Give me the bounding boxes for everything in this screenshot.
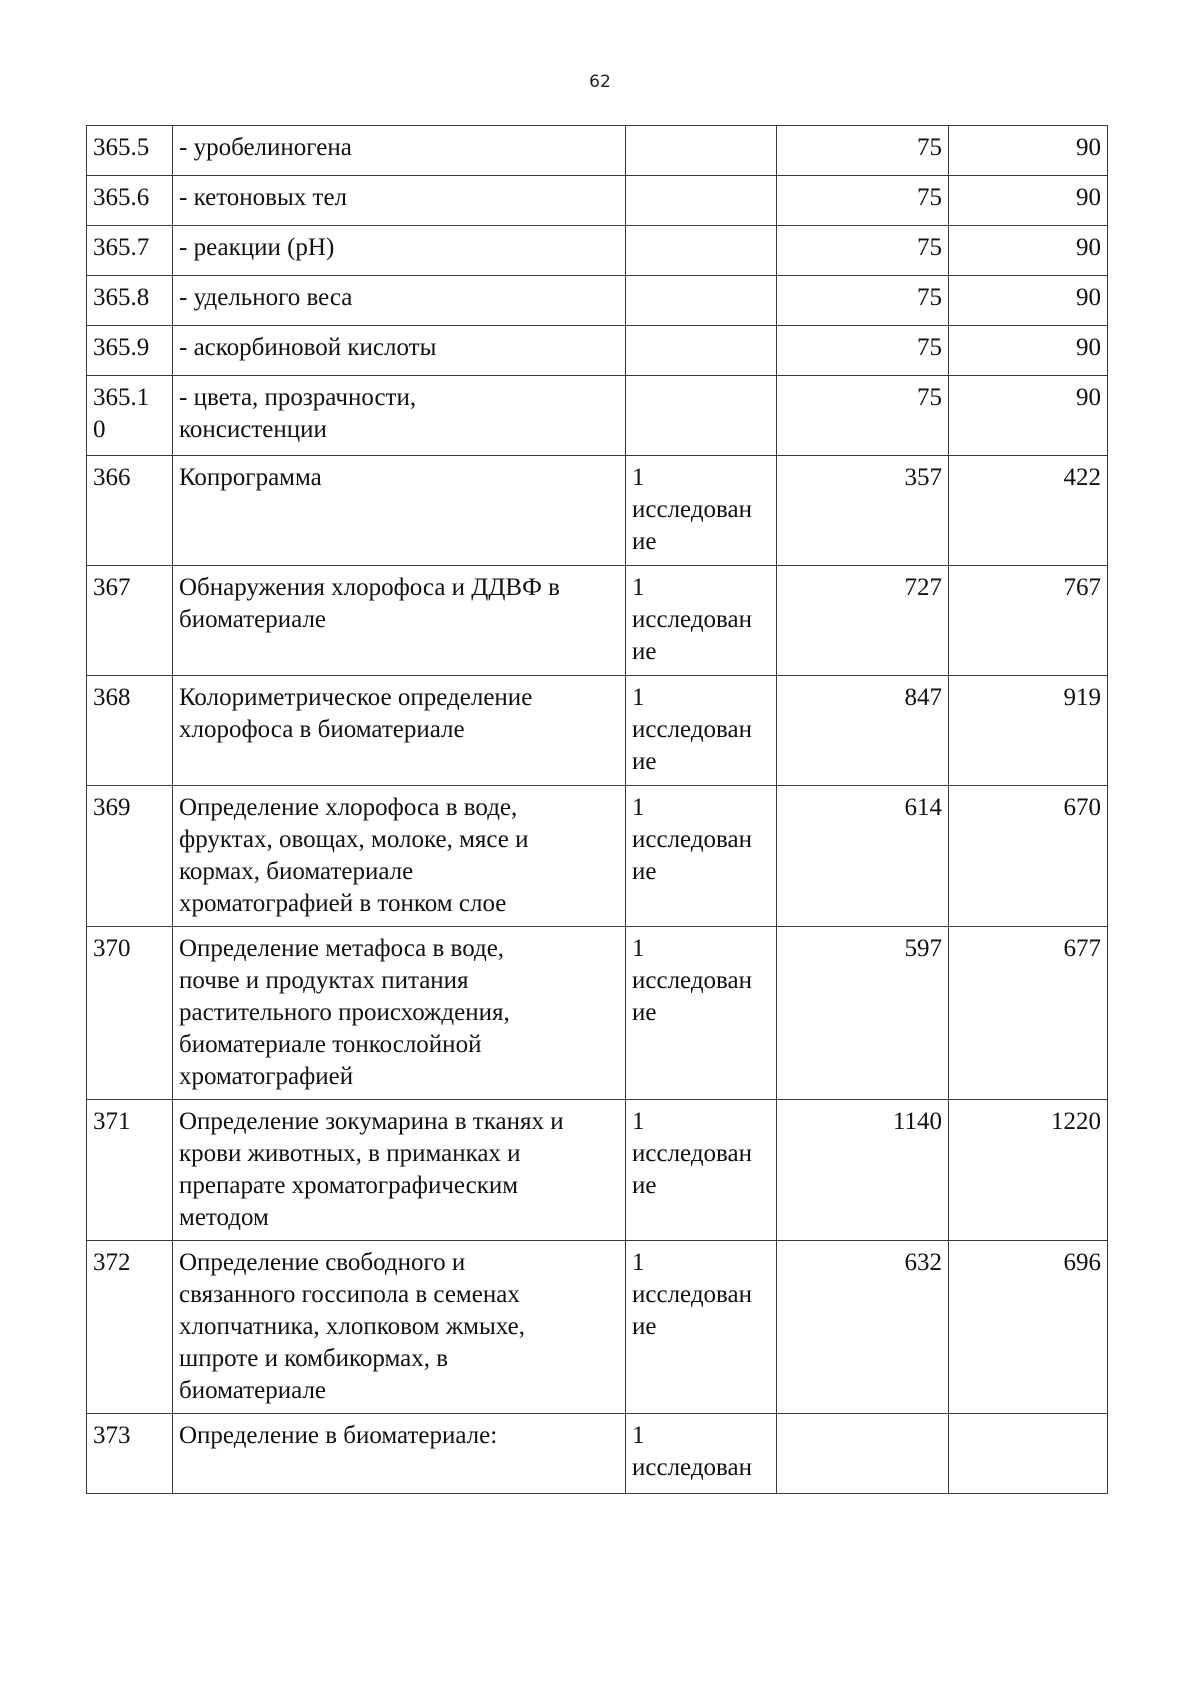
table-body	[87, 126, 1108, 1494]
row-number-cell	[87, 126, 173, 176]
price-cell-2-value: 677	[1063, 935, 1101, 962]
price-table	[86, 125, 1108, 1494]
price-cell-2	[949, 226, 1108, 276]
price-cell-1	[777, 676, 949, 786]
unit-cell	[626, 376, 777, 456]
price-cell-1	[777, 927, 949, 1100]
table-row	[87, 456, 1108, 566]
service-description-cell-line: - уробелиногена	[179, 134, 352, 161]
unit-cell	[626, 176, 777, 226]
service-description-cell-line: Копрограмма	[179, 464, 322, 491]
service-description-cell-line: почве и продуктах питания	[179, 967, 469, 994]
unit-cell-line: 1	[632, 1108, 645, 1135]
price-cell-1	[777, 456, 949, 566]
service-description-cell	[173, 276, 626, 326]
service-description-cell-line: - цвета, прозрачности,	[179, 384, 417, 411]
price-cell-1	[777, 326, 949, 376]
row-number-cell	[87, 326, 173, 376]
price-cell-2	[949, 1414, 1108, 1494]
service-description-cell	[173, 126, 626, 176]
row-number-cell	[87, 566, 173, 676]
unit-cell-line: 1	[632, 574, 645, 601]
unit-cell	[626, 1241, 777, 1414]
unit-cell	[626, 456, 777, 566]
row-number-cell-line: 372	[93, 1249, 131, 1276]
unit-cell	[626, 786, 777, 927]
service-description-cell-line: Колориметрическое определение	[179, 684, 533, 711]
service-description-cell-line: Определение хлорофоса в воде,	[179, 794, 518, 821]
service-description-cell	[173, 1100, 626, 1241]
unit-cell-line: ие	[632, 1313, 657, 1340]
unit-cell-line: 1	[632, 684, 645, 711]
unit-cell-line: ие	[632, 858, 657, 885]
row-number-cell	[87, 376, 173, 456]
row-number-cell-line: 371	[93, 1108, 131, 1135]
service-description-cell-line: хроматографией в тонком слое	[179, 890, 507, 917]
unit-cell-line: 1	[632, 794, 645, 821]
unit-cell	[626, 226, 777, 276]
service-description-cell	[173, 176, 626, 226]
row-number-cell-line: 370	[93, 935, 131, 962]
price-cell-1-value: 727	[904, 574, 942, 601]
price-cell-1-value: 75	[917, 334, 942, 361]
price-cell-2	[949, 276, 1108, 326]
unit-cell-line: ие	[632, 748, 657, 775]
service-description-cell-line: хроматографией	[179, 1063, 354, 1090]
row-number-cell-line: 365.1	[93, 384, 150, 411]
price-cell-2	[949, 126, 1108, 176]
price-cell-2-value: 767	[1063, 574, 1101, 601]
price-cell-1	[777, 1414, 949, 1494]
service-description-cell	[173, 927, 626, 1100]
price-cell-1-value: 357	[904, 464, 942, 491]
service-description-cell	[173, 376, 626, 456]
price-cell-2-value: 919	[1063, 684, 1101, 711]
row-number-cell	[87, 1100, 173, 1241]
row-number-cell-line: 373	[93, 1422, 131, 1449]
unit-cell-line: ие	[632, 638, 657, 665]
price-cell-2	[949, 176, 1108, 226]
table-row	[87, 276, 1108, 326]
price-cell-1	[777, 1100, 949, 1241]
price-cell-2-value: 670	[1063, 794, 1101, 821]
unit-cell	[626, 126, 777, 176]
price-cell-2	[949, 786, 1108, 927]
row-number-cell-line: 365.7	[93, 234, 150, 261]
price-cell-1	[777, 1241, 949, 1414]
table-row	[87, 927, 1108, 1100]
table-row	[87, 326, 1108, 376]
price-cell-1-value: 614	[904, 794, 942, 821]
unit-cell-line: 1	[632, 935, 645, 962]
price-cell-1	[777, 786, 949, 927]
price-cell-2	[949, 326, 1108, 376]
service-description-cell-line: консистенции	[179, 416, 327, 443]
service-description-cell-line: Определение свободного и	[179, 1249, 466, 1276]
price-cell-2-value: 696	[1063, 1249, 1101, 1276]
price-cell-1	[777, 376, 949, 456]
table-row	[87, 376, 1108, 456]
unit-cell-line: исследован	[632, 967, 752, 994]
service-description-cell	[173, 786, 626, 927]
price-cell-1	[777, 276, 949, 326]
unit-cell	[626, 927, 777, 1100]
row-number-cell	[87, 176, 173, 226]
row-number-cell-line: 369	[93, 794, 131, 821]
price-cell-2	[949, 1241, 1108, 1414]
unit-cell-line: исследован	[632, 606, 752, 633]
service-description-cell-line: кормах, биоматериале	[179, 858, 414, 885]
row-number-cell	[87, 226, 173, 276]
unit-cell-line: 1	[632, 464, 645, 491]
service-description-cell-line: Определение метафоса в воде,	[179, 935, 505, 962]
price-cell-1-value: 847	[904, 684, 942, 711]
row-number-cell-line: 368	[93, 684, 131, 711]
unit-cell-line: 1	[632, 1422, 645, 1449]
unit-cell-line: исследован	[632, 1140, 752, 1167]
table-row	[87, 126, 1108, 176]
unit-cell-line: ие	[632, 999, 657, 1026]
unit-cell	[626, 676, 777, 786]
unit-cell-line: исследован	[632, 1454, 752, 1481]
price-cell-2	[949, 1100, 1108, 1241]
price-cell-1-value: 75	[917, 134, 942, 161]
row-number-cell	[87, 927, 173, 1100]
service-description-cell-line: - удельного веса	[179, 284, 353, 311]
service-description-cell	[173, 676, 626, 786]
price-cell-1-value: 1140	[892, 1108, 942, 1135]
price-cell-1-value: 632	[904, 1249, 942, 1276]
unit-cell	[626, 566, 777, 676]
service-description-cell-line: крови животных, в приманках и	[179, 1140, 521, 1167]
row-number-cell-line: 0	[93, 416, 106, 443]
table-row	[87, 1241, 1108, 1414]
service-description-cell-line: шпроте и комбикормах, в	[179, 1345, 449, 1372]
service-description-cell-line: Определение зокумарина в тканях и	[179, 1108, 564, 1135]
table-row	[87, 1414, 1108, 1494]
price-cell-2	[949, 376, 1108, 456]
price-cell-2-value: 90	[1076, 134, 1101, 161]
price-cell-2	[949, 456, 1108, 566]
unit-cell	[626, 1414, 777, 1494]
service-description-cell-line: методом	[179, 1204, 269, 1231]
service-description-cell	[173, 1414, 626, 1494]
service-description-cell	[173, 566, 626, 676]
row-number-cell	[87, 1414, 173, 1494]
page-number: 62	[589, 72, 611, 92]
row-number-cell-line: 365.8	[93, 284, 150, 311]
price-cell-2-value: 90	[1076, 334, 1101, 361]
table-row	[87, 676, 1108, 786]
service-description-cell	[173, 456, 626, 566]
service-description-cell	[173, 326, 626, 376]
price-cell-2-value: 90	[1076, 384, 1101, 411]
price-cell-1-value: 75	[917, 234, 942, 261]
price-cell-1	[777, 176, 949, 226]
service-description-cell-line: Определение в биоматериале:	[179, 1422, 498, 1449]
unit-cell-line: исследован	[632, 716, 752, 743]
unit-cell-line: исследован	[632, 1281, 752, 1308]
price-cell-2-value: 90	[1076, 284, 1101, 311]
price-cell-2-value: 90	[1076, 234, 1101, 261]
service-description-cell-line: биоматериале	[179, 606, 327, 633]
service-description-cell	[173, 1241, 626, 1414]
price-cell-2	[949, 927, 1108, 1100]
row-number-cell	[87, 456, 173, 566]
row-number-cell	[87, 786, 173, 927]
unit-cell-line: ие	[632, 528, 657, 555]
row-number-cell-line: 365.6	[93, 184, 150, 211]
unit-cell	[626, 326, 777, 376]
unit-cell-line: 1	[632, 1249, 645, 1276]
price-cell-1	[777, 226, 949, 276]
price-cell-1	[777, 566, 949, 676]
price-cell-1-value: 597	[904, 935, 942, 962]
price-cell-1-value: 75	[917, 184, 942, 211]
service-description-cell-line: Обнаружения хлорофоса и ДДВФ в	[179, 574, 560, 601]
service-description-cell-line: биоматериале тонкослойной	[179, 1031, 482, 1058]
service-description-cell-line: - реакции (pH)	[179, 234, 335, 261]
price-cell-2-value: 1220	[1051, 1108, 1101, 1135]
price-cell-1-value: 75	[917, 384, 942, 411]
unit-cell-line: исследован	[632, 826, 752, 853]
service-description-cell-line: препарате хроматографическим	[179, 1172, 519, 1199]
price-cell-2-value: 90	[1076, 184, 1101, 211]
service-description-cell	[173, 226, 626, 276]
unit-cell	[626, 1100, 777, 1241]
price-cell-1-value: 75	[917, 284, 942, 311]
price-cell-1	[777, 126, 949, 176]
row-number-cell	[87, 276, 173, 326]
price-cell-2	[949, 676, 1108, 786]
row-number-cell	[87, 676, 173, 786]
price-cell-2-value: 422	[1063, 464, 1101, 491]
unit-cell-line: исследован	[632, 496, 752, 523]
table-row	[87, 176, 1108, 226]
price-cell-2	[949, 566, 1108, 676]
service-description-cell-line: связанного госсипола в семенах	[179, 1281, 520, 1308]
service-description-cell-line: - аскорбиновой кислоты	[179, 334, 437, 361]
unit-cell	[626, 276, 777, 326]
service-description-cell-line: - кетоновых тел	[179, 184, 348, 211]
table-row	[87, 786, 1108, 927]
row-number-cell-line: 365.9	[93, 334, 150, 361]
row-number-cell-line: 365.5	[93, 134, 150, 161]
table-row	[87, 566, 1108, 676]
row-number-cell	[87, 1241, 173, 1414]
unit-cell-line: ие	[632, 1172, 657, 1199]
service-description-cell-line: фруктах, овощах, молоке, мясе и	[179, 826, 529, 853]
service-description-cell-line: хлопчатника, хлопковом жмыхе,	[179, 1313, 525, 1340]
row-number-cell-line: 367	[93, 574, 131, 601]
table-row	[87, 1100, 1108, 1241]
row-number-cell-line: 366	[93, 464, 131, 491]
service-description-cell-line: хлорофоса в биоматериале	[179, 716, 465, 743]
service-description-cell-line: биоматериале	[179, 1377, 327, 1404]
service-description-cell-line: растительного происхождения,	[179, 999, 510, 1026]
table-row	[87, 226, 1108, 276]
